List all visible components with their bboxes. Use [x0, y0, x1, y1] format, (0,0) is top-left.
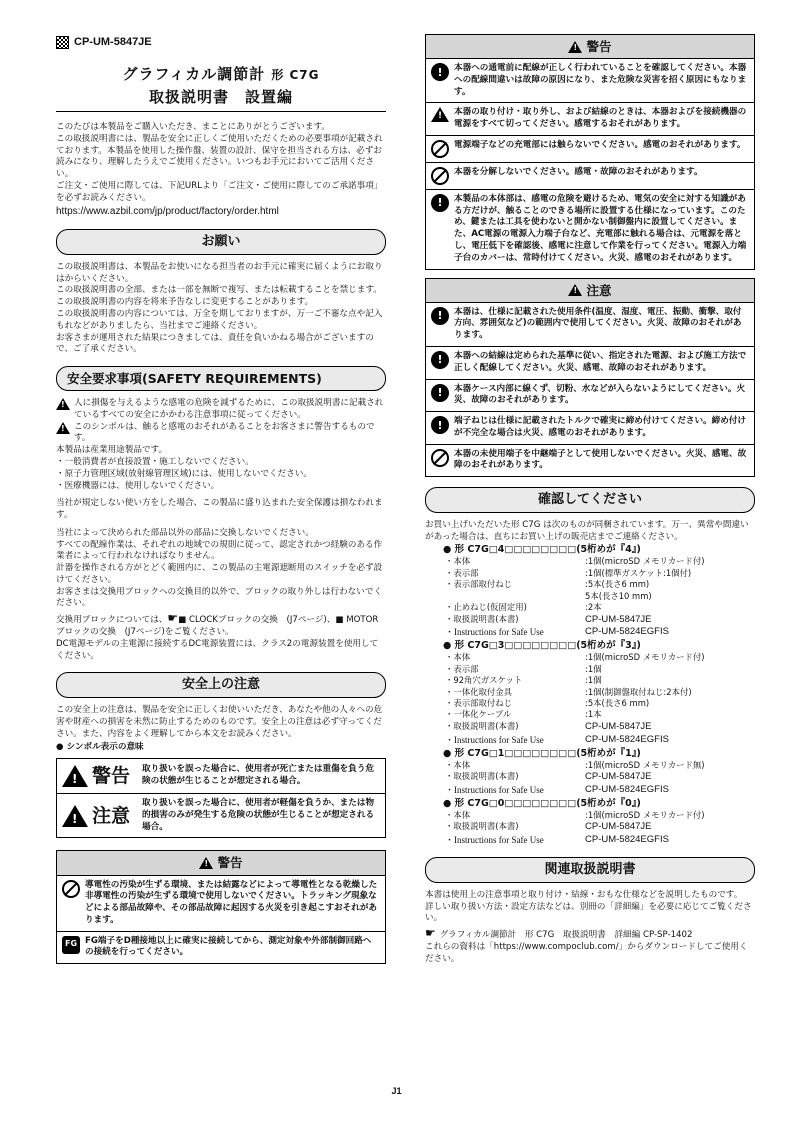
right-column — [425, 34, 755, 966]
block-replacement-link[interactable]: ■ CLOCKブロックの交換 (J7ページ)、■ MOTORブロックの交換 (J7ページ)をご覧ください。 — [56, 615, 379, 637]
title-line2: 取扱説明書 設置編 — [148, 87, 293, 106]
pkg-qty: 5本(長さ10 mm) — [585, 590, 652, 601]
pkg-qty: :1個(microSD メモリカード付) — [585, 809, 705, 820]
bullet-icon: ● — [56, 742, 67, 753]
chui-desc: 取り扱いを誤った場合に、使用者が軽傷を負うか、または物的損害のみが発生する危険の状態が生じることが想定される場合。 — [142, 798, 375, 832]
bullet-icon: ● — [443, 640, 455, 652]
package-group-0 — [425, 797, 755, 847]
pkg-code: CP-UM-5847JE — [585, 720, 652, 732]
pointing-hand-icon: ☛ — [167, 611, 179, 626]
pointing-hand-icon: ☛ — [425, 926, 440, 941]
package-group-title: ● 形 C7G□1□□□□□□□□(5桁めが『1』) — [443, 747, 641, 759]
onegai-para-4: お客さまが運用された結果につきましては、責任を負いかねる場合がございますので、ご了承ください。 — [56, 332, 374, 355]
warning-triangle-icon — [62, 765, 88, 787]
safety-bullet: ・一般消費者が直接設置・施工しないでください。 — [56, 457, 254, 468]
pkg-qty: :1個(microSD メモリカード無) — [585, 759, 705, 770]
package-group-1 — [425, 747, 755, 797]
warning-heading: 警告 — [217, 855, 243, 871]
warning-item: 導電性の汚染が生ずる環境、または結露などによって導電性となる乾燥した非導電性の汚染が生ずる環境で使用しないでください。トラッキング現象などによる部品故障や、その部品故障に起因する火災を引き起こすおそれがあります。 — [57, 876, 385, 932]
onegai-heading: お願い — [56, 229, 386, 255]
kanren-para-2: 詳しい取り扱い方法・設定方法などは、別冊の「詳細編」を必要に応じてご覧ください。 — [425, 901, 752, 924]
safety-symbol-text-2: このシンボルは、触ると感電のおそれがあることをお客さまに警告するものです。 — [74, 421, 375, 444]
symbol-meaning-heading: ● シンボル表示の意味 — [56, 742, 144, 753]
package-group-4 — [425, 543, 755, 639]
kanren-heading: 関連取扱説明書 — [425, 857, 755, 883]
dc-power-para: DC電源モデルの主電源に接続するDC電源装置には、クラス2の電源装置を使用してください。 — [56, 638, 379, 661]
mandatory-icon: ! — [431, 351, 449, 369]
pkg-item: ・Instructions for Safe Use — [445, 785, 544, 796]
mandatory-icon: ! — [431, 416, 449, 434]
pkg-qty: :5本(長さ6 mm) — [585, 698, 650, 709]
no-disassembly-icon — [431, 167, 449, 185]
pkg-code: CP-UM-5824EGFIS — [585, 784, 669, 796]
fg-ground-icon: FG — [62, 936, 80, 954]
safety-para: すべての配線作業は、それぞれの地域での規則に従って、認定されかつ経験のある作業者によって行われなければなりません。 — [56, 539, 383, 562]
intro-para-3: ご注文・ご使用に際しては、下記URLより「ご注文・ご使用に際してのご承諾事項」を必ずお読みください。 — [56, 180, 383, 203]
pkg-qty: :1個(制御盤取付ねじ:2本付) — [585, 686, 692, 697]
package-group-3 — [425, 639, 755, 746]
kakunin-heading: 確認してください — [425, 487, 755, 513]
warning-item: FG FG端子をD種接地以上に確実に接続してから、測定対象や外部制御回路への接続を行ってください。 — [57, 932, 385, 964]
kanren-reference: ☛ グラフィカル調節計 形 C7G 取扱説明書 詳細編 CP-SP-1402 — [425, 926, 693, 941]
pkg-item: ・一体化取付金具 — [445, 686, 512, 697]
kanren-download: これらの資料は「https://www.compoclub.com/」からダウンロードしてご使用ください。 — [425, 942, 748, 964]
keikoku-desc: 取り扱いを誤った場合に、使用者が死亡または重傷を負う危険の状態が生じることが想定される場合。 — [142, 764, 375, 787]
warning-item: ! 本器への通電前に配線が正しく行われていることを確認してください。本器への配線間違いは故障の原因になり、また危険な災害を招く原因にもなります。 — [426, 59, 754, 103]
caution-item: 本器の未使用端子を中継端子として使用しないでください。火災、感電、故障のおそれがあります。 — [426, 445, 754, 477]
onegai-para-3: この取扱説明書の内容については、万全を期しておりますが、万一ご不審な点や記入もれなどがありましたら、当社までご連絡ください。 — [56, 309, 383, 331]
safety-symbol-text-1: 人に損傷を与えるような感電の危険を減ずるために、この取扱説明書に記載されているすべての安全にかかわる注意事項に従ってください。 — [74, 398, 384, 420]
pkg-qty: :1個(microSD メモリカード付) — [585, 556, 705, 567]
package-group-title: ● 形 C7G□0□□□□□□□□(5桁めが『0』) — [443, 797, 641, 809]
prohibited-icon — [62, 880, 80, 898]
keikoku-label: 警告 — [92, 765, 131, 788]
pkg-item: ・取扱説明書(本書) — [445, 720, 519, 731]
electric-shock-icon — [56, 422, 70, 434]
pkg-qty: :1個 — [585, 663, 602, 674]
mandatory-icon: ! — [431, 307, 449, 325]
pkg-qty: :5本(長さ6 mm) — [585, 579, 650, 590]
pkg-item: ・Instructions for Safe Use — [445, 734, 544, 745]
pkg-item: ・本体 — [445, 809, 471, 820]
pkg-item: ・取扱説明書(本書) — [445, 821, 519, 832]
pkg-item: ・表示部取付ねじ — [445, 698, 512, 709]
page-number: J1 — [391, 1086, 402, 1096]
onegai-para-1: この取扱説明書は、本製品をお使いになる担当者のお手元に確実に届くようにお取りはからいください。 — [56, 261, 383, 284]
warning-heading: 警告 — [586, 39, 612, 54]
anzen-para: この安全上の注意は、製品を安全に正しくお使いいただき、あなたや他の人々への危害や財産への損害を未然に防止するためのものです。安全上の注意は必ず守ってください。また、内容をよく理解してから本文をお読みください。 — [56, 705, 383, 739]
pkg-item: ・表示部 — [445, 663, 479, 674]
warning-box-left — [56, 850, 386, 964]
bullet-icon: ● — [443, 544, 455, 556]
bullet-icon: ● — [443, 797, 455, 809]
safety-bullet: ・原子力管理区域(放射線管理区域)には、使用しないでください。 — [56, 468, 312, 479]
caution-item: ! 本器は、仕様に記載された使用条件(温度、湿度、電圧、振動、衝撃、取付方向、雰囲気など)の範囲内で使用してください。火災、故障のおそれがあります。 — [426, 303, 754, 347]
title-model: 形 C7G — [271, 68, 320, 82]
safety-para: 計器を操作される方がとどく範囲内に、この製品の主電源遮断用のスイッチを必ず設けてください。 — [56, 563, 383, 585]
chui-label: 注意 — [92, 804, 131, 827]
warning-triangle-icon — [568, 41, 582, 53]
package-group-title: ● 形 C7G□4□□□□□□□□(5桁めが『4』) — [443, 544, 641, 556]
pkg-code: CP-UM-5847JE — [585, 613, 652, 625]
pkg-item: ・取扱説明書(本書) — [445, 771, 519, 782]
kakunin-intro: お買い上げいただいた形 C7G は次のものが同梱されています。万一、異常や間違いがあった場合は、直ちにお買い上げの販売店までご連絡ください。 — [425, 519, 749, 542]
caution-item: ! 本器ケース内部に線くず、切粉、水などが入らないようにしてください。火災、故障のおそれがあります。 — [426, 380, 754, 413]
pkg-qty: :1個(標準ガスケット:1個付) — [585, 567, 692, 578]
mandatory-icon: ! — [431, 384, 449, 402]
divider — [56, 111, 386, 112]
anzen-heading: 安全上の注意 — [56, 672, 386, 698]
pkg-item: ・本体 — [445, 556, 471, 567]
pkg-item — [445, 591, 585, 602]
warning-box-right — [425, 34, 755, 270]
safety-requirements-heading: 安全要求事項(SAFETY REQUIREMENTS) — [56, 366, 386, 391]
warning-item: 本器を分解しないでください。感電・故障のおそれがあります。 — [426, 163, 754, 190]
caution-triangle-icon — [62, 805, 88, 827]
onegai-para-2: この取扱説明書の全部、または一部を無断で複写、または転載することを禁じます。この取扱説明書の内容を将来予告なしに変更することがあります。 — [56, 285, 382, 308]
pkg-qty: :1個 — [585, 675, 602, 686]
safety-para: お客さまは交換用ブロックへの交換目的以外で、ブロックの取り外しは行わないでください。 — [56, 586, 383, 609]
safety-para: 本製品は産業用途製品です。 — [56, 445, 168, 456]
pkg-qty: :1本 — [585, 709, 602, 720]
pkg-item: ・取扱説明書(本書) — [445, 613, 519, 624]
warning-item: ! 本製品の本体部は、感電の危険を避けるため、電気の安全に対する知識がある方だけが、触ることのできる場所に設置する仕様になっています。このため、鍵または工具を使わないと開かない制御盤内に設置してください。また、AC電源の電源入力端子台など、充電部に触れる場合は、元電源を落とし、電圧低下を確認後、感電に注意して作業を行ってください。電源入力端子台のカバーは、常時付けてください。火災、感電のおそれがあります。 — [426, 190, 754, 269]
safety-para: 当社によって決められた部品以外の部品に交換しないでください。 — [56, 527, 314, 538]
caution-heading: 注意 — [586, 282, 612, 298]
pkg-code: CP-UM-5847JE — [585, 771, 652, 783]
prohibited-icon — [431, 449, 449, 467]
caution-item: ! 端子ねじは仕様に記載されたトルクで確実に締め付けてください。締め付けが不完全な場合は火災、感電のおそれがあります。 — [426, 412, 754, 445]
safety-para: 当社が規定しない使い方をした場合、この製品に盛り込まれた安全保護は損なわれます。 — [56, 498, 383, 521]
mandatory-icon: ! — [431, 194, 449, 212]
pkg-item: ・止めねじ(仮固定用) — [445, 602, 527, 613]
caution-item: ! 本器への結線は定められた基準に従い、指定された電源、および施工方法で正しく配線してください。火災、感電、故障のおそれがあります。 — [426, 347, 754, 380]
pkg-item: ・Instructions for Safe Use — [445, 835, 544, 846]
pkg-item: ・本体 — [445, 652, 471, 663]
pkg-qty: :1個(microSD メモリカード付) — [585, 652, 705, 663]
package-group-title: ● 形 C7G□3□□□□□□□□(5桁めが『3』) — [443, 640, 641, 652]
pkg-code: CP-UM-5824EGFIS — [585, 626, 669, 638]
pkg-code: CP-UM-5824EGFIS — [585, 834, 669, 846]
warning-triangle-icon — [199, 857, 213, 869]
mandatory-icon: ! — [431, 63, 449, 81]
pkg-item: ・表示部 — [445, 567, 479, 578]
do-not-touch-icon — [431, 140, 449, 158]
kanren-para-1: 本書は使用上の注意事項と取り付け・結線・おもな仕様などを説明したものです。 — [425, 889, 743, 900]
page-title — [56, 64, 386, 107]
order-url-link[interactable]: https://www.azbil.com/jp/product/factory/order.html — [56, 206, 279, 218]
pkg-code: CP-UM-5847JE — [585, 821, 652, 833]
pkg-item: ・92角穴ガスケット — [445, 675, 523, 686]
pkg-item: ・表示部取付ねじ — [445, 579, 512, 590]
electric-shock-icon — [431, 107, 449, 122]
chui-row — [57, 794, 385, 837]
warning-item: 電源端子などの充電部には触らないでください。感電のおそれがあります。 — [426, 136, 754, 163]
pkg-code: CP-UM-5824EGFIS — [585, 733, 669, 745]
keikoku-row — [57, 759, 385, 794]
pkg-qty: :2本 — [585, 602, 602, 613]
safety-bullet: ・医療機器には、使用しないでください。 — [56, 480, 220, 491]
warning-item: ! 本器の取り付け・取り外し、および結線のときは、本器およびを接続機器の電源をすべて切ってください。感電するおそれがあります。 — [426, 103, 754, 136]
pkg-item: ・一体化ケーブル — [445, 709, 512, 720]
block-replacement-para: 交換用ブロックについては、☛■ CLOCKブロックの交換 (J7ページ)、■ MOTORブロックの交換 (J7ページ)をご覧ください。 — [56, 611, 379, 637]
warning-triangle-icon — [56, 398, 70, 410]
safety-symbol-row-2 — [56, 422, 386, 446]
caution-triangle-icon — [568, 284, 582, 296]
safety-symbol-row-1 — [56, 398, 386, 422]
caution-box — [425, 278, 755, 478]
left-column — [56, 34, 386, 964]
bullet-icon: ● — [443, 747, 455, 759]
intro-para-1: このたびは本製品をご購入いただき、まことにありがとうございます。 — [56, 122, 330, 133]
pkg-item: ・Instructions for Safe Use — [445, 627, 544, 638]
document-id-text: CP-UM-5847JE — [74, 36, 152, 48]
title-line1: グラフィカル調節計 — [122, 65, 266, 83]
symbol-table — [56, 758, 386, 838]
pkg-item: ・本体 — [445, 759, 471, 770]
intro-para-2: この取扱説明書には、製品を安全に正しくご使用いただくための必要事項が記載されております。本製品を使用した操作盤、装置の設計、保守を担当される方は、必ずお読みになり、理解したうえでご使用ください。いつもお手元においてご活用ください。 — [56, 133, 383, 180]
